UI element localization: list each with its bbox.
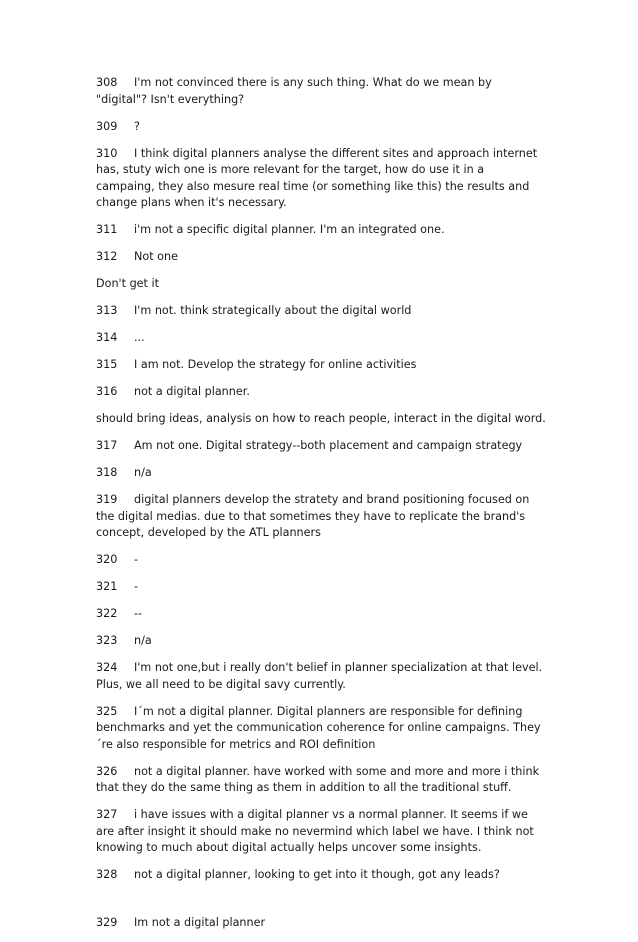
response-text: - (134, 580, 139, 593)
response-text: I'm not one,but i really don't belief in planner specialization at that level. Plus, we all need to be digital savy currently. (96, 661, 543, 691)
response-entry (96, 249, 546, 266)
response-text: Don't get it (96, 277, 159, 290)
response-entry (96, 146, 546, 212)
response-entry (96, 303, 546, 320)
response-entry (96, 384, 546, 401)
response-entry (96, 465, 546, 482)
response-number: 308 (96, 76, 118, 89)
response-number: 317 (96, 439, 118, 452)
response-text: not a digital planner. have worked with some and more and more i think that they do the same thing as them in addition to all the traditional stuff. (96, 764, 540, 794)
response-text: ? (134, 119, 140, 133)
response-entry (96, 764, 546, 797)
response-text: Im not a digital planner (134, 915, 266, 929)
response-number: 320 (96, 553, 118, 566)
response-number: 315 (96, 358, 118, 371)
response-entry (96, 330, 546, 347)
response-continuation (96, 411, 546, 428)
response-entry (96, 867, 546, 884)
response-text: n/a (134, 634, 152, 647)
response-entry (96, 552, 546, 569)
response-text: not a digital planner, looking to get into it though, got any leads? (134, 868, 500, 881)
response-text: I think digital planners analyse the different sites and approach internet has, stuty wich one is more relevant for the target, how do use it in a campaing, they also mesure real time (or something like this) the results and change plans when it's necessary. (96, 146, 538, 209)
response-entry (96, 807, 546, 857)
response-text: Not one (134, 250, 178, 263)
response-text: i have issues with a digital planner vs a normal planner. It seems if we are after insight it should make no nevermind which label we have. I think not knowing to much about digital actually helps uncover some insights. (96, 808, 534, 854)
response-number: 311 (96, 223, 118, 236)
response-number: 322 (96, 607, 118, 620)
response-number: 327 (96, 808, 118, 821)
response-text: i'm not a specific digital planner. I'm an integrated one. (134, 223, 445, 236)
response-entry (96, 704, 546, 754)
response-number: 328 (96, 868, 118, 881)
response-number: 323 (96, 634, 118, 647)
response-entry (96, 633, 546, 650)
response-entry (96, 660, 546, 693)
response-number: 319 (96, 493, 118, 506)
response-text: digital planners develop the stratety and brand positioning focused on the digital medias. due to that sometimes they have to replicate the brand's concept, developed by the ATL planners (96, 493, 530, 539)
response-text: I'm not convinced there is any such thing. What do we mean by "digital"? Isn't everything? (96, 76, 492, 106)
response-number: 326 (96, 764, 118, 778)
response-entry (96, 606, 546, 623)
response-entry (96, 119, 546, 136)
response-continuation (96, 276, 546, 293)
response-number: 321 (96, 580, 118, 593)
response-text: Am not one. Digital strategy--both placement and campaign strategy (134, 439, 523, 452)
response-number: 324 (96, 661, 118, 674)
response-number: 313 (96, 304, 118, 317)
response-number: 325 (96, 704, 118, 718)
response-text: should bring ideas, analysis on how to reach people, interact in the digital word. (96, 412, 546, 425)
response-entry (96, 915, 546, 932)
survey-responses (96, 75, 546, 942)
response-text: I´m not a digital planner. Digital planners are responsible for defining benchmarks and yet the communication coherence for online campaigns. They´re also responsible for metrics and ROI definition (96, 704, 541, 751)
response-entry (96, 438, 546, 455)
response-text: n/a (134, 466, 152, 479)
response-entry (96, 75, 546, 108)
response-number: 329 (96, 915, 118, 929)
response-number: 316 (96, 385, 118, 398)
response-text: I am not. Develop the strategy for online activities (134, 358, 417, 371)
response-entry (96, 492, 546, 542)
response-number: 318 (96, 466, 118, 479)
response-entry (96, 357, 546, 374)
response-entry (96, 579, 546, 596)
response-text: ... (134, 331, 145, 344)
response-number: 314 (96, 331, 118, 344)
response-text: I'm not. think strategically about the digital world (134, 304, 412, 317)
response-number: 309 (96, 119, 118, 133)
response-number: 312 (96, 250, 118, 263)
response-number: 310 (96, 146, 118, 160)
response-text: -- (134, 607, 143, 620)
response-text: not a digital planner. (134, 385, 250, 398)
response-entry (96, 222, 546, 239)
response-text: - (134, 553, 139, 566)
